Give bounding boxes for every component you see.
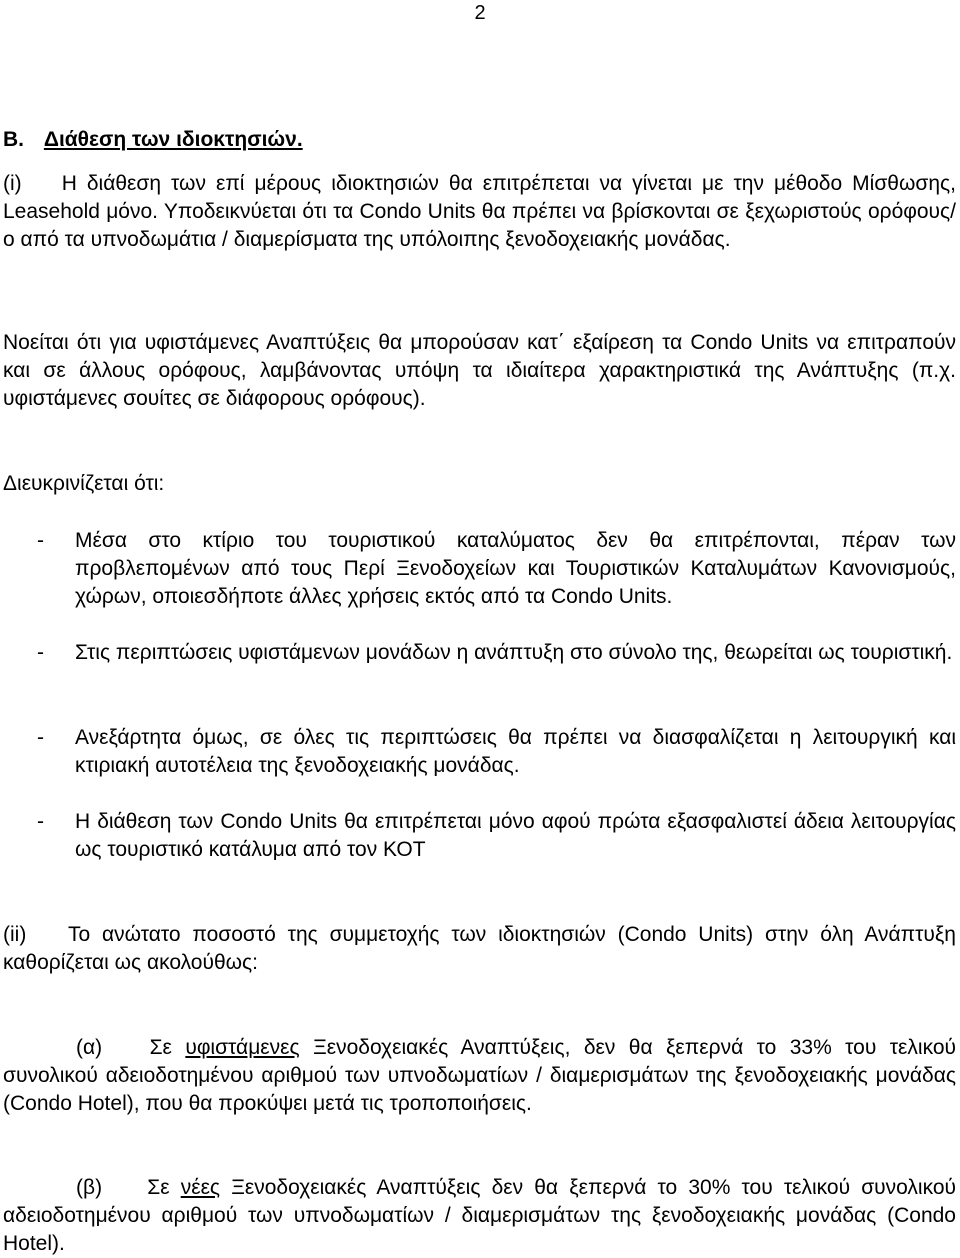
paragraph-ii-text: Το ανώτατο ποσοστό της συμμετοχής των ιδιοκτησιών (Condo Units) στην όλη Ανάπτυξη καθορίζεται ως ακολούθως: bbox=[3, 923, 956, 974]
page-number: 2 bbox=[474, 2, 486, 24]
paragraph-i-label: (i) bbox=[3, 172, 22, 195]
bullet-text: Η διάθεση των Condo Units θα επιτρέπεται μόνο αφού πρώτα εξασφαλιστεί άδεια λειτουργίας ως τουριστικό κατάλυμα από τον ΚΟΤ bbox=[75, 810, 956, 861]
bullet-dash: - bbox=[37, 641, 44, 664]
paragraph-ii bbox=[3, 921, 956, 977]
bullet-text: Στις περιπτώσεις υφιστάμενων μονάδων η ανάπτυξη στο σύνολο της, θεωρείται ως τουριστική. bbox=[75, 641, 953, 664]
clarification-intro: Διευκρινίζεται ότι: bbox=[3, 472, 165, 495]
item-alpha-label: (α) bbox=[76, 1036, 103, 1059]
item-beta-text: Ξενοδοχειακές Αναπτύξεις δεν θα ξεπερνά το 30% του τελικού συνολικού αδειοδοτημένου αριθμού των υπνοδωματίων / διαμερισμάτων της ξενοδοχειακής μονάδας (Condo Hotel). bbox=[3, 1176, 956, 1255]
item-beta-pre: Σε bbox=[147, 1176, 170, 1199]
section-heading bbox=[3, 128, 303, 152]
bullet-dash: - bbox=[37, 810, 44, 833]
paragraph-i bbox=[3, 170, 956, 254]
section-title: Διάθεση των ιδιοκτησιών. bbox=[43, 128, 303, 151]
item-beta bbox=[3, 1174, 956, 1258]
bullet-item bbox=[3, 639, 956, 667]
paragraph-ii-label: (ii) bbox=[3, 923, 27, 946]
bullet-item bbox=[3, 527, 956, 611]
bullet-text: Μέσα στο κτίριο του τουριστικού καταλύματος δεν θα επιτρέπονται, πέραν των προβλεπομένων από τους Περί Ξενοδοχείων και Τουριστικών Καταλυμάτων Κανονισμούς, χώρων, οποιεσδήποτε άλλες χρήσεις εκτός από τα Condo Units. bbox=[75, 529, 956, 608]
bullet-dash: - bbox=[37, 726, 44, 749]
bullet-text: Ανεξάρτητα όμως, σε όλες τις περιπτώσεις θα πρέπει να διασφαλίζεται η λειτουργική και κτιριακή αυτοτέλεια της ξενοδοχειακής μονάδας. bbox=[75, 726, 956, 777]
item-alpha-text: Ξενοδοχειακές Αναπτύξεις, δεν θα ξεπερνά το 33% του τελικού συνολικού αδειοδοτημένου αριθμού των υπνοδωματίων / διαμερισμάτων της ξενοδοχειακής μονάδας (Condo Hotel), που θα προκύψει μετά τις τροποποιήσεις. bbox=[3, 1036, 956, 1115]
bullet-dash: - bbox=[37, 529, 44, 552]
item-beta-underlined: νέες bbox=[180, 1176, 221, 1199]
item-alpha-underlined: υφιστάμενες bbox=[185, 1036, 300, 1059]
paragraph-i-text: Η διάθεση των επί μέρους ιδιοκτησιών θα επιτρέπεται να γίνεται με την μέθοδο Μίσθωσης, Leasehold μόνο. Υποδεικνύεται ότι τα Condo Units θα πρέπει να βρίσκονται σε ξεχωριστούς ορόφους/ο από τα υπνοδωμάτια / διαμερίσματα της υπόλοιπης ξενοδοχειακής μονάδας. bbox=[3, 172, 956, 251]
bullet-item bbox=[3, 808, 956, 864]
item-alpha-pre: Σε bbox=[149, 1036, 172, 1059]
item-alpha bbox=[3, 1034, 956, 1118]
item-beta-label: (β) bbox=[76, 1176, 103, 1199]
paragraph-exception: Νοείται ότι για υφιστάμενες Αναπτύξεις θα μπορούσαν κατ΄ εξαίρεση τα Condo Units να επιτραπούν και σε άλλους ορόφους, λαμβάνοντας υπόψη τα ιδιαίτερα χαρακτηριστικά της Ανάπτυξης (π.χ. υφιστάμενες σουίτες σε διάφορους ορόφους). bbox=[3, 331, 956, 410]
section-letter: Β. bbox=[3, 128, 24, 151]
bullet-item bbox=[3, 724, 956, 780]
